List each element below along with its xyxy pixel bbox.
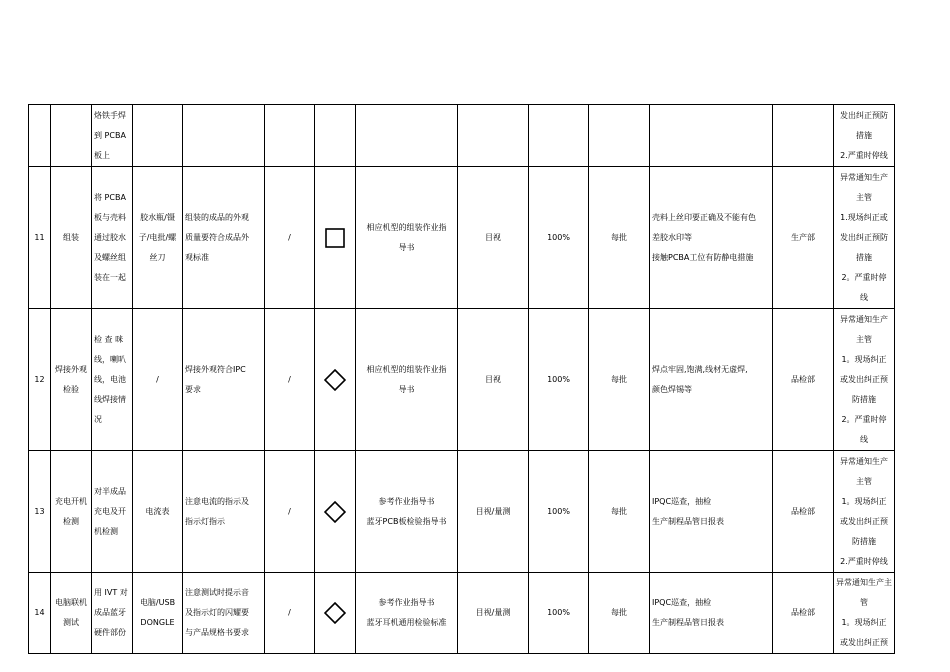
quality-requirement-cell <box>183 309 265 451</box>
abnormal-action-text: 异常通知生产主管 1。现场纠正 或发出纠正预 <box>836 578 892 647</box>
key-points-text: 焊点牢固,饱满,线材无虚焊, 颜色焊锡等 <box>652 364 748 394</box>
table-row <box>29 573 895 654</box>
tool-equipment-cell <box>133 309 183 451</box>
responsible-department-text: 品检部 <box>791 608 815 617</box>
table-row <box>29 167 895 309</box>
process-name-text: 充电开机 检测 <box>55 496 87 526</box>
process-name-cell <box>51 105 92 167</box>
inspection-frequency-cell <box>589 309 650 451</box>
process-content-cell <box>92 309 133 451</box>
reference-document-cell <box>356 167 458 309</box>
control-parameter-cell <box>265 167 315 309</box>
process-control-table <box>28 104 895 654</box>
process-name-cell <box>51 167 92 309</box>
key-points-text: IPQC巡查，抽检 生产制程品管日报表 <box>652 496 724 526</box>
control-parameter-text: / <box>288 232 291 242</box>
process-symbol-cell <box>315 105 356 167</box>
reference-document-text: 参考作业指导书 蓝牙耳机通用检验标准 <box>366 598 447 627</box>
square-symbol-icon <box>317 227 353 249</box>
process-name-text: 焊接外观 检验 <box>55 364 87 394</box>
tool-equipment-cell <box>133 167 183 309</box>
reference-document-text: 相应机型的组装作业指 导书 <box>366 222 447 252</box>
inspection-frequency-text: 每批 <box>611 506 627 516</box>
responsible-department-text: 品检部 <box>791 506 815 516</box>
abnormal-action-cell <box>834 451 895 573</box>
abnormal-action-text: 发出纠正预防 措施 2.严重时停线 <box>840 110 888 160</box>
reference-document-text: 相应机型的组装作业指 导书 <box>366 364 447 394</box>
row-number-text: 14 <box>34 608 45 617</box>
key-points-cell <box>650 451 773 573</box>
tool-equipment-cell <box>133 451 183 573</box>
row-number-text: 12 <box>34 374 45 384</box>
control-parameter-cell <box>265 451 315 573</box>
process-content-text: 检 查 咪 线，喇叭 线，电池 线焊接情 况 <box>94 334 126 424</box>
inspection-frequency-text: 每批 <box>611 232 627 242</box>
sampling-ratio-cell <box>529 105 589 167</box>
inspection-method-text: 目视/量测 <box>475 608 511 617</box>
inspection-frequency-cell <box>589 573 650 654</box>
reference-document-cell <box>356 451 458 573</box>
row-number-cell <box>29 105 51 167</box>
key-points-cell <box>650 573 773 654</box>
abnormal-action-cell <box>834 167 895 309</box>
sampling-ratio-cell <box>529 451 589 573</box>
quality-requirement-cell <box>183 573 265 654</box>
process-content-cell <box>92 573 133 654</box>
sampling-ratio-cell <box>529 573 589 654</box>
inspection-method-text: 目视 <box>485 232 501 242</box>
inspection-method-cell <box>458 309 529 451</box>
control-parameter-text: / <box>288 374 291 384</box>
reference-document-cell <box>356 573 458 654</box>
process-name-cell <box>51 573 92 654</box>
table-row <box>29 451 895 573</box>
control-parameter-text: / <box>288 608 291 617</box>
reference-document-cell <box>356 105 458 167</box>
sampling-ratio-text: 100% <box>547 374 570 384</box>
inspection-method-cell <box>458 105 529 167</box>
tool-equipment-text: 电脑/USB DONGLE <box>139 598 176 627</box>
reference-document-cell <box>356 309 458 451</box>
process-symbol-cell <box>315 451 356 573</box>
key-points-cell <box>650 167 773 309</box>
row-number-text: 11 <box>34 232 45 242</box>
tool-equipment-cell <box>133 105 183 167</box>
process-symbol-cell <box>315 309 356 451</box>
key-points-cell <box>650 309 773 451</box>
tool-equipment-text: 胶水瓶/镊 子/电批/螺 丝刀 <box>138 212 177 262</box>
abnormal-action-text: 异常通知生产 主管 1.现场纠正或 发出纠正预防 措施 2。严重时停 线 <box>840 172 888 302</box>
inspection-frequency-cell <box>589 105 650 167</box>
sampling-ratio-text: 100% <box>547 232 570 242</box>
process-content-text: 对半成品 充电及开 机检测 <box>94 486 126 536</box>
process-content-text: 将 PCBA 板与壳料 通过胶水 及螺丝组 装在一起 <box>94 192 126 282</box>
quality-requirement-cell <box>183 167 265 309</box>
tool-equipment-text: / <box>156 374 159 384</box>
quality-requirement-cell <box>183 451 265 573</box>
process-name-cell <box>51 309 92 451</box>
key-points-text: IPQC巡查，抽检 生产制程品管日报表 <box>652 598 724 627</box>
quality-requirement-text: 注意电流的指示及 指示灯指示 <box>185 496 249 526</box>
abnormal-action-text: 异常通知生产 主管 1。现场纠正 或发出纠正预 防措施 2。严重时停 线 <box>840 314 888 444</box>
quality-requirement-cell <box>183 105 265 167</box>
process-name-text: 组装 <box>63 232 79 242</box>
abnormal-action-cell <box>834 573 895 654</box>
reference-document-text: 参考作业指导书 蓝牙PCB板检验指导书 <box>366 496 447 526</box>
sampling-ratio-text: 100% <box>547 506 570 516</box>
process-symbol-cell <box>315 167 356 309</box>
control-parameter-cell <box>265 309 315 451</box>
abnormal-action-cell <box>834 309 895 451</box>
responsible-department-cell <box>773 105 834 167</box>
table-row <box>29 309 895 451</box>
key-points-cell <box>650 105 773 167</box>
inspection-method-text: 目视 <box>485 374 501 384</box>
inspection-frequency-cell <box>589 167 650 309</box>
process-content-cell <box>92 451 133 573</box>
inspection-method-cell <box>458 451 529 573</box>
process-content-text: 烙铁手焊 到 PCBA 板上 <box>94 110 126 160</box>
row-number-cell <box>29 167 51 309</box>
row-number-cell <box>29 573 51 654</box>
quality-requirement-text: 注意测试时提示音 及指示灯的闪耀要 与产品规格书要求 <box>185 588 249 637</box>
row-number-text: 13 <box>34 506 45 516</box>
responsible-department-cell <box>773 309 834 451</box>
responsible-department-cell <box>773 573 834 654</box>
row-number-cell <box>29 309 51 451</box>
responsible-department-cell <box>773 167 834 309</box>
key-points-text: 壳料上丝印要正确及不能有色 差胶水印等 接触PCBA工位有防静电措施 <box>652 212 756 262</box>
process-content-cell <box>92 105 133 167</box>
process-name-cell <box>51 451 92 573</box>
responsible-department-text: 品检部 <box>791 374 815 384</box>
diamond-symbol-icon <box>317 602 353 624</box>
process-content-text: 用 IVT 对 成品蓝牙 硬件部份 <box>94 588 128 637</box>
process-symbol-cell <box>315 573 356 654</box>
row-number-cell <box>29 451 51 573</box>
inspection-frequency-text: 每批 <box>611 608 627 617</box>
process-content-cell <box>92 167 133 309</box>
inspection-frequency-text: 每批 <box>611 374 627 384</box>
inspection-frequency-cell <box>589 451 650 573</box>
control-parameter-text: / <box>288 506 291 516</box>
sampling-ratio-cell <box>529 167 589 309</box>
sampling-ratio-cell <box>529 309 589 451</box>
diamond-symbol-icon <box>317 501 353 523</box>
quality-requirement-text: 焊接外观符合IPC 要求 <box>185 364 246 394</box>
tool-equipment-cell <box>133 573 183 654</box>
inspection-method-cell <box>458 573 529 654</box>
abnormal-action-cell <box>834 105 895 167</box>
inspection-method-cell <box>458 167 529 309</box>
responsible-department-cell <box>773 451 834 573</box>
tool-equipment-text: 电流表 <box>145 506 170 516</box>
sampling-ratio-text: 100% <box>547 608 570 617</box>
control-parameter-cell <box>265 573 315 654</box>
control-parameter-cell <box>265 105 315 167</box>
table-row <box>29 105 895 167</box>
quality-requirement-text: 组装的成品的外观 质量要符合成品外 观标准 <box>185 212 249 262</box>
responsible-department-text: 生产部 <box>791 232 815 242</box>
inspection-method-text: 目视/量测 <box>475 506 511 516</box>
abnormal-action-text: 异常通知生产 主管 1。现场纠正 或发出纠正预 防措施 2.严重时停线 <box>840 456 888 566</box>
diamond-symbol-icon <box>317 369 353 391</box>
process-name-text: 电脑联机 测试 <box>55 598 87 627</box>
